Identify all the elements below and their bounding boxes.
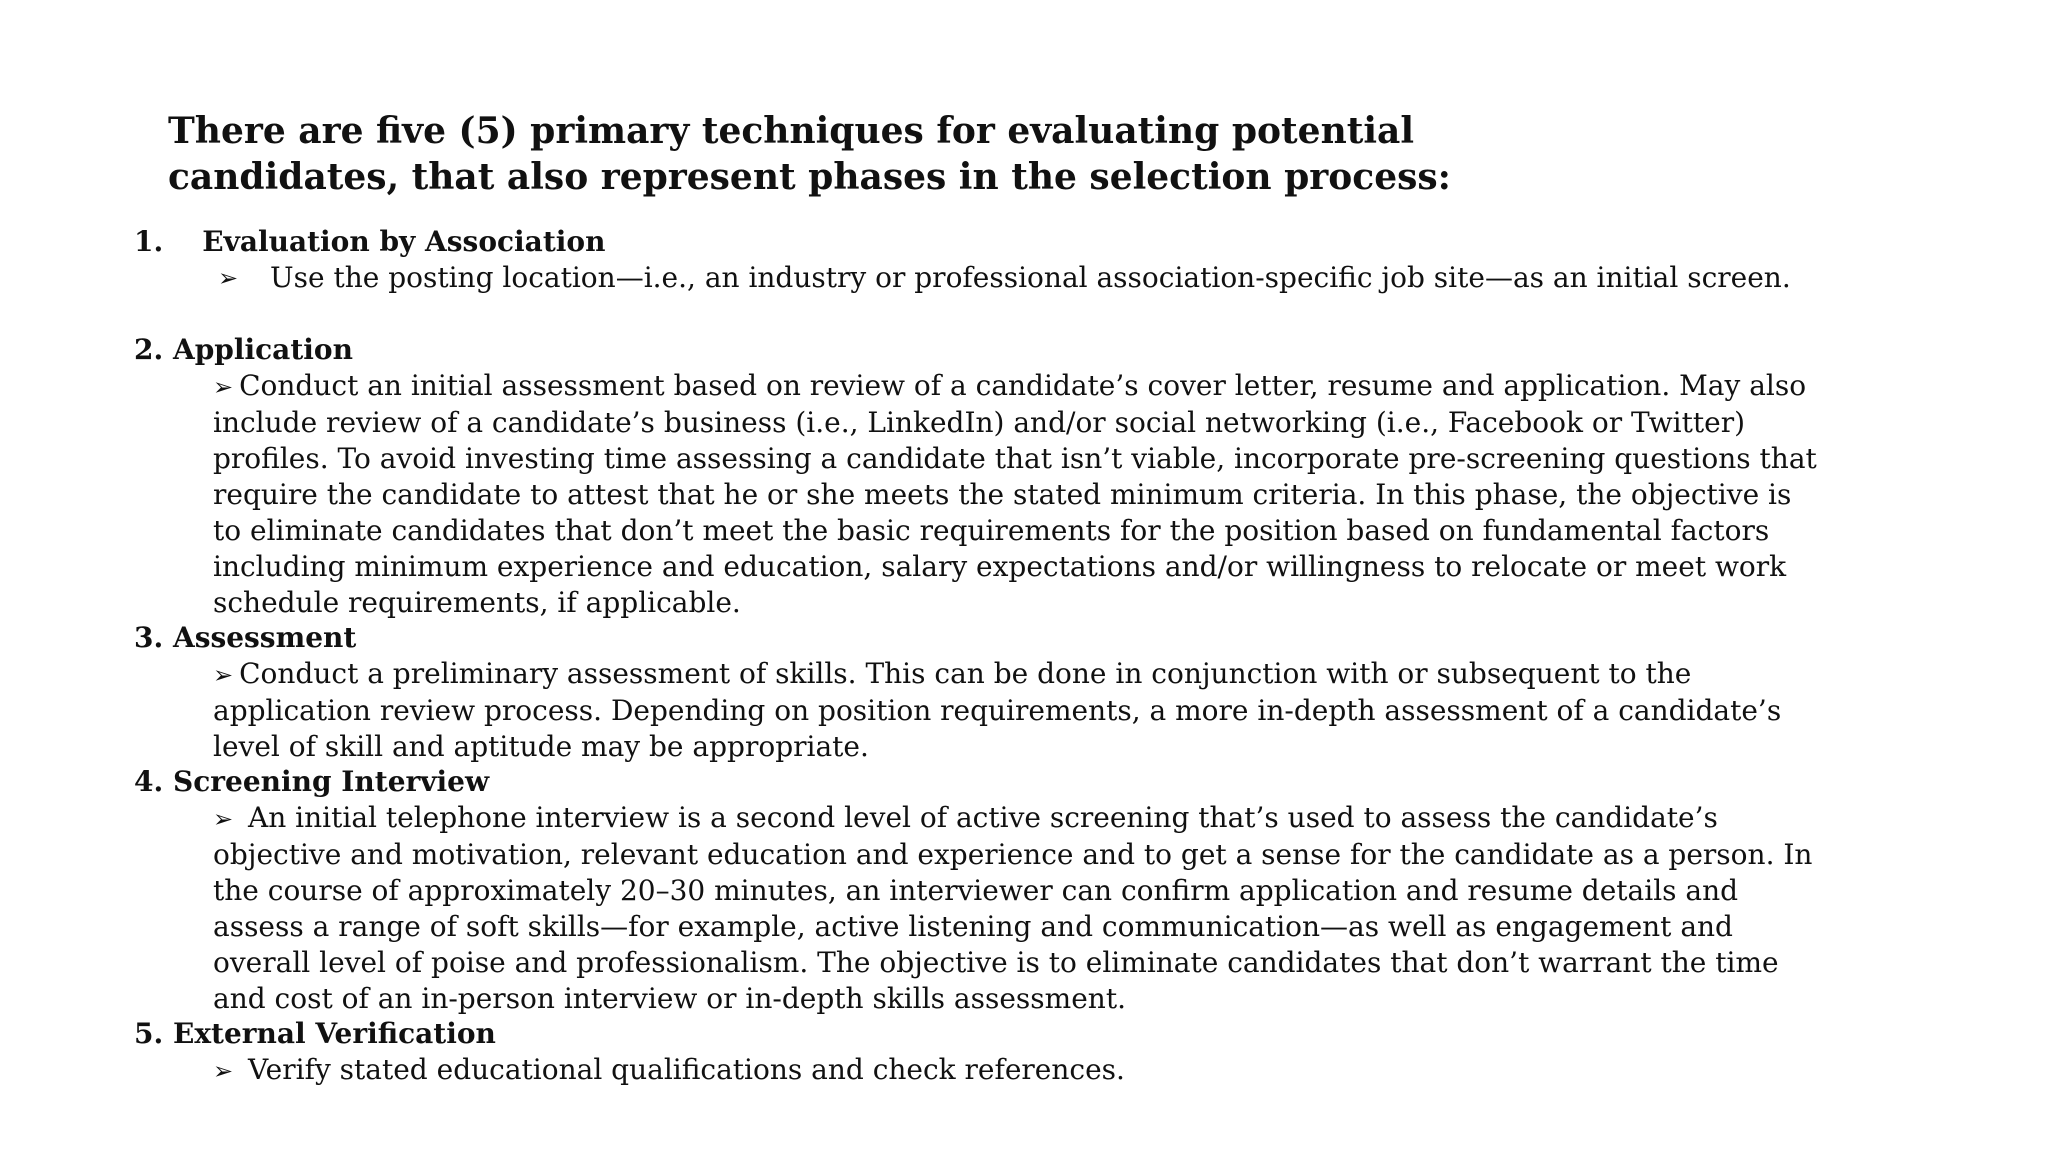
section-5-body — [213, 1052, 1823, 1089]
section-5-text: Verify stated educational qualifications and check references. — [248, 1053, 1125, 1086]
section-2-text: Conduct an initial assessment based on review of a candidate’s cover letter, resume and application. May also include review of a candidate’s business (i.e., LinkedIn) and/or social networking (i.e., Facebook or Twitter) profiles. To avoid investing time assessing a candidate that isn’t viable, incorporate pre-screening questions that require the candidate to attest that he or she meets the stated minimum criteria. In this phase, the objective is to eliminate candidates that don’t meet the basic requirements for the position based on fundamental factors including minimum experience and education, salary expectations and/or willingness to relocate or meet work schedule requirements, if applicable. — [213, 369, 1817, 619]
section-5-title: 5. External Verification — [134, 1017, 496, 1050]
heading-line-1: There are five (5) primary techniques for evaluating potential — [168, 110, 1415, 152]
section-4-text: An initial telephone interview is a second level of active screening that’s used to assess the candidate’s objective and motivation, relevant education and experience and to get a sense for the candidate as a person. In the course of approximately 20–30 minutes, an interviewer can confirm application and resume details and assess a range of soft skills—for example, active listening and communication—as well as engagement and overall level of poise and professionalism. The objective is to eliminate candidates that don’t warrant the time and cost of an in-person interview or in-depth skills assessment. — [213, 801, 1813, 1015]
section-3-body — [213, 656, 1823, 765]
arrow-bullet-icon: ➢ — [213, 373, 234, 401]
section-2-title: 2. Application — [134, 333, 353, 366]
arrow-bullet-icon: ➢ — [213, 1057, 234, 1085]
arrow-bullet-icon: ➢ — [213, 661, 234, 689]
arrow-bullet-icon: ➢ — [218, 264, 239, 292]
section-3-text: Conduct a preliminary assessment of skills. This can be done in conjunction with or subsequent to the application review process. Depending on position requirements, a more in-depth assessment of a candidate’s level of skill and aptitude may be appropriate. — [213, 657, 1782, 763]
arrow-bullet-icon: ➢ — [213, 805, 234, 833]
section-4-title: 4. Screening Interview — [134, 765, 490, 798]
section-1-title: 1. Evaluation by Association — [134, 225, 606, 258]
section-3-title: 3. Assessment — [134, 621, 357, 654]
section-4-body — [213, 800, 1823, 1017]
heading-line-2: candidates, that also represent phases in the selection process: — [168, 156, 1451, 198]
section-2-body — [213, 368, 1823, 621]
section-1-text: Use the posting location—i.e., an industry or professional association-specific job site—as an initial screen. — [270, 261, 1791, 294]
slide-heading — [168, 108, 1468, 200]
